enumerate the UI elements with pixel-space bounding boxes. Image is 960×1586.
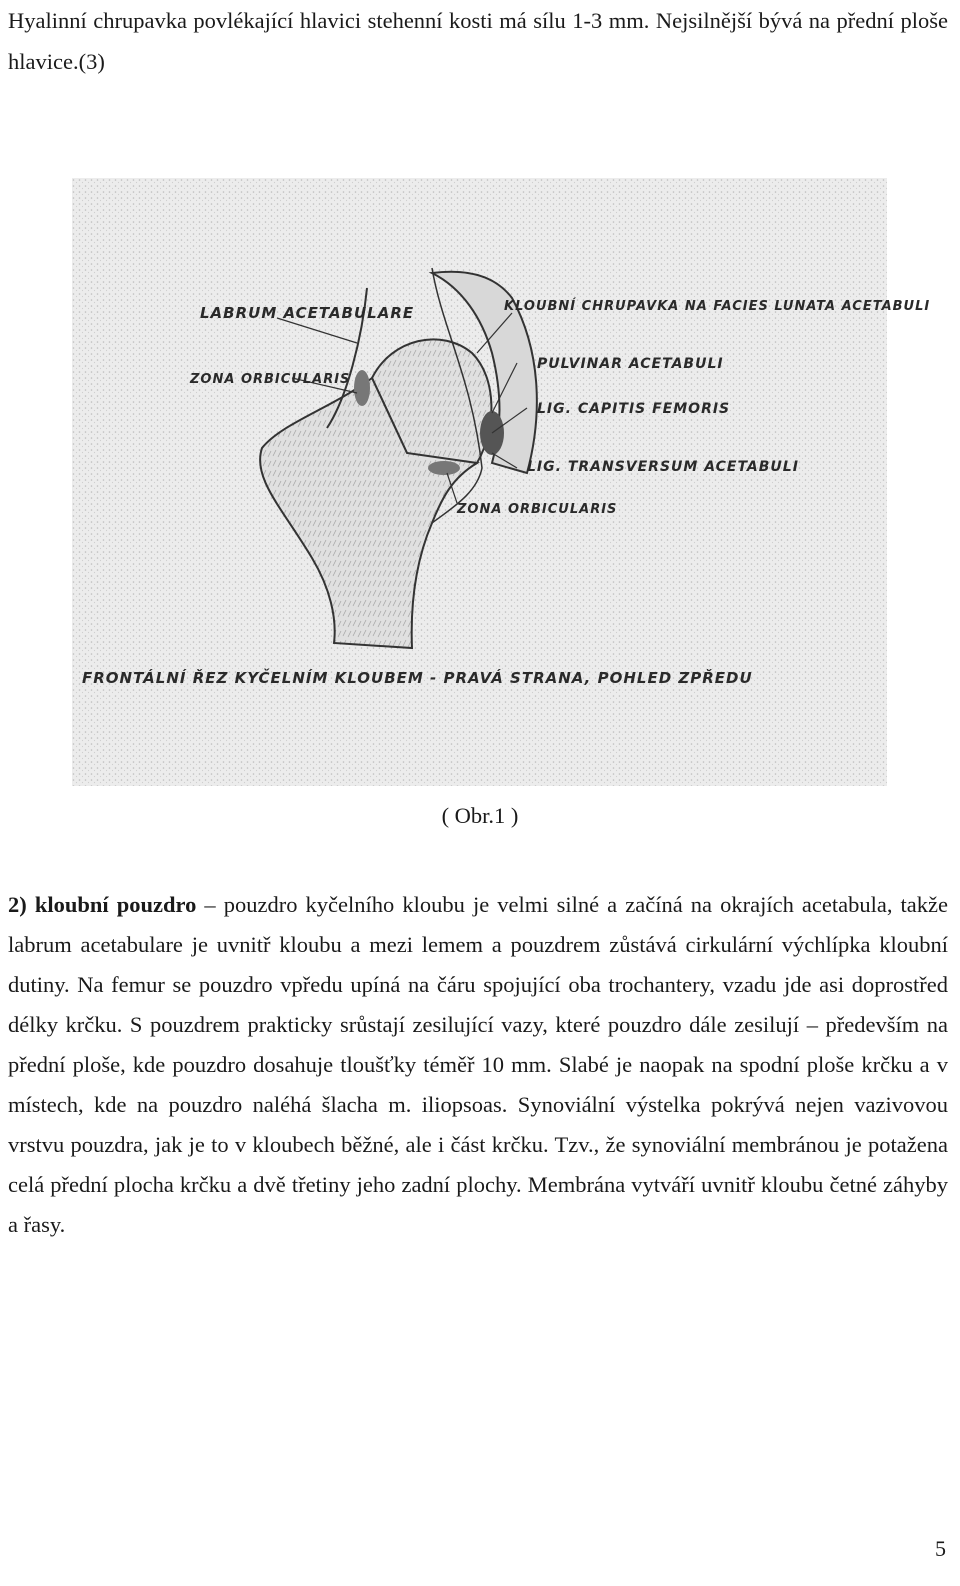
labrum-shape bbox=[354, 370, 370, 406]
label-lig-capitis: LIG. CAPITIS FEMORIS bbox=[537, 401, 731, 417]
label-pulvinar: PULVINAR ACETABULI bbox=[537, 356, 724, 372]
section-body: – pouzdro kyčelního kloubu je velmi silné a začíná na okrajích acetabula, takže labrum acetabulare je uvnitř kloubu a mezi lemem a pouzdrem zůstává cirkulární výchlípka kloubní dutiny. Na femur se pouzdro vpředu upíná na čáru spojující oba trochantery, vzadu jde asi doprostřed délky krčku. S pouzdrem prakticky srůstají zesilující vazy, které pouzdro dále zesilují – především na přední ploše, kde pouzdro dosahuje tloušťky téměř 10 mm. Slabé je naopak na spodní ploše krčku a v místech, kde na pouzdro naléhá šlacha m. iliopsoas. Synoviální výstelka pokrývá nejen vazivovou vrstvu pouzdra, jak je to v kloubech běžné, ale i část krčku. Tzv., že synoviální membránou je potažena celá přední plocha krčku a dvě třetiny jeho zadní plochy. Membrána vytváří uvnitř kloubu četné záhyby a řasy. bbox=[8, 892, 949, 1237]
label-bottom-caption: FRONTÁLNÍ ŘEZ KYČELNÍM KLOUBEM - PRAVÁ STRANA, POHLED ZPŘEDU bbox=[82, 669, 753, 687]
label-zona-top: ZONA ORBICULARIS bbox=[190, 372, 351, 387]
section-heading: 2) kloubní pouzdro bbox=[8, 892, 197, 917]
hip-joint-figure bbox=[72, 178, 931, 786]
figure-background bbox=[72, 178, 887, 786]
label-zona-bottom: ZONA ORBICULARIS bbox=[457, 502, 618, 517]
hip-joint-drawing bbox=[72, 178, 931, 786]
main-paragraph bbox=[8, 885, 948, 1245]
label-labrum: LABRUM ACETABULARE bbox=[200, 304, 415, 322]
label-cartilage: KLOUBNÍ CHRUPAVKA NA FACIES LUNATA ACETABULI bbox=[504, 299, 931, 314]
page-number: 5 bbox=[935, 1536, 946, 1561]
figure-caption: ( Obr.1 ) bbox=[441, 803, 519, 828]
intro-paragraph: Hyalinní chrupavka povlékající hlavici stehenní kosti má sílu 1-3 mm. Nejsilnější bývá na přední ploše hlavice.(3) bbox=[8, 8, 948, 74]
zona-orbicularis-shape bbox=[428, 461, 460, 475]
label-lig-transversum: LIG. TRANSVERSUM ACETABULI bbox=[527, 459, 799, 475]
